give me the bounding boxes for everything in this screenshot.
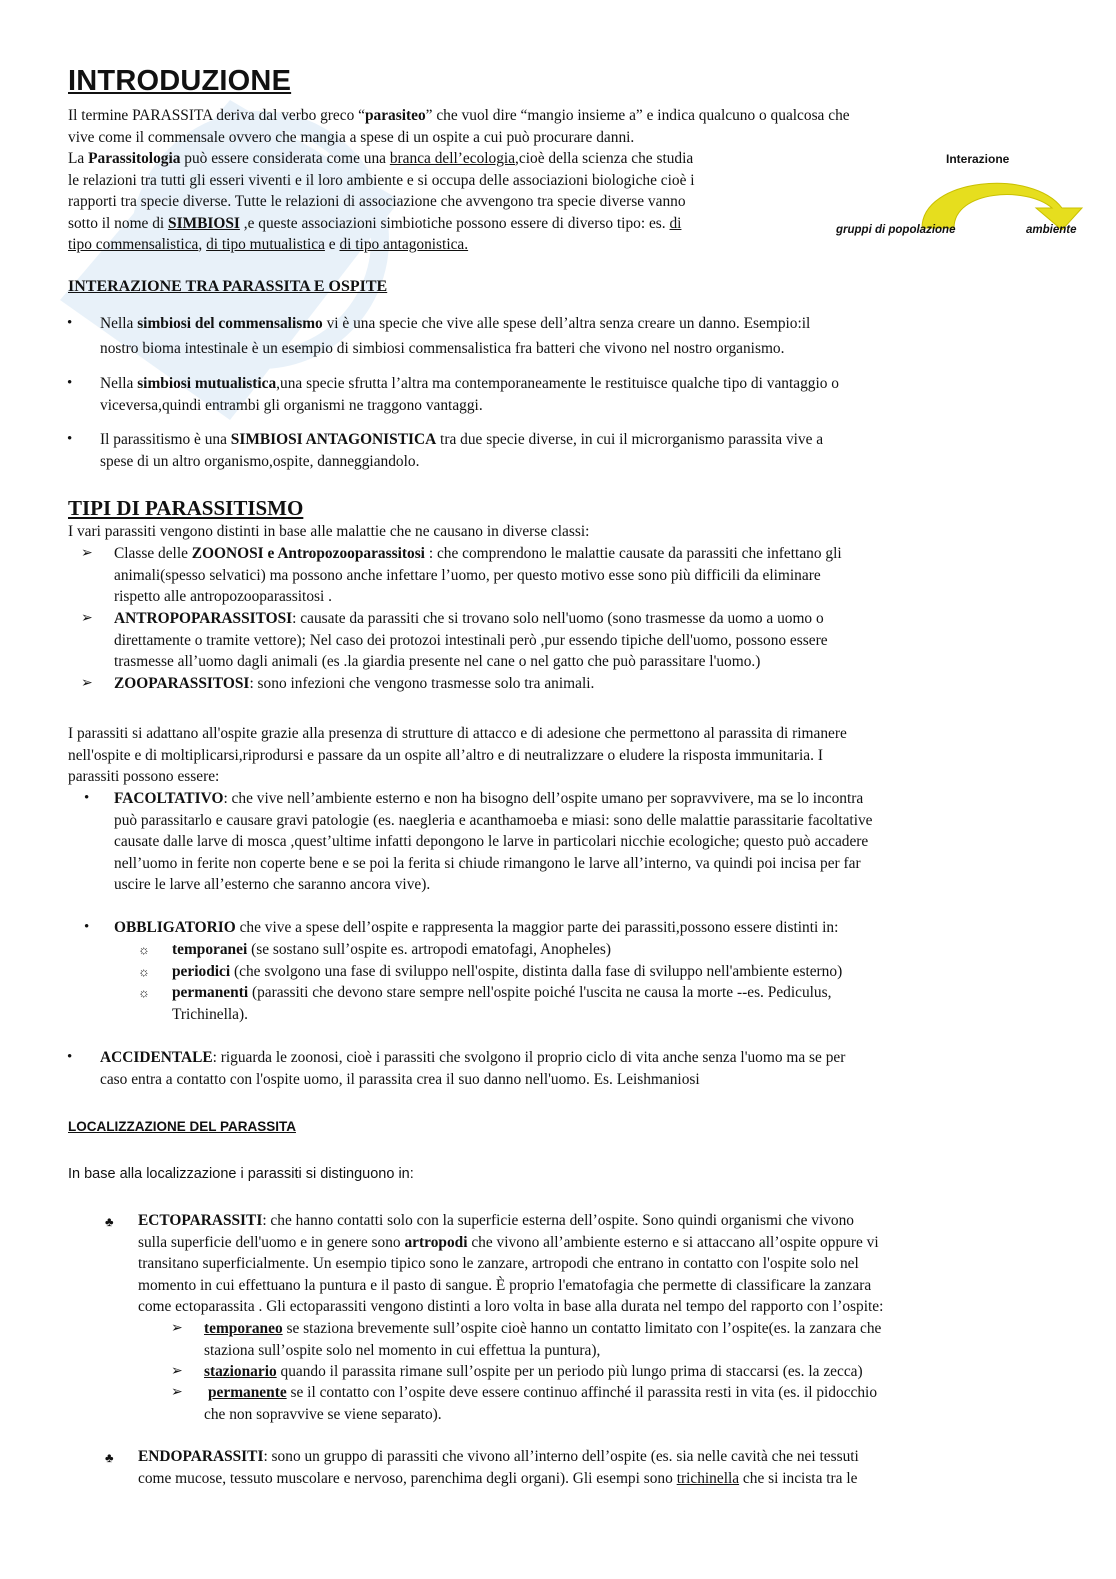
diagram-top-label: Interazione bbox=[946, 152, 1010, 166]
list-item: • Il parassitismo è una SIMBIOSI ANTAGONISTICA tra due specie diverse, in cui il microrganismo parassita vive a spese di un altro organismo,ospite, danneggiandolo. bbox=[67, 431, 824, 470]
sun-bullet-icon: ☼ bbox=[138, 985, 150, 1000]
interaction-arc-arrow bbox=[912, 168, 1102, 230]
arrow-bullet-icon: ➢ bbox=[171, 1364, 183, 1379]
sun-bullet-icon: ☼ bbox=[138, 942, 150, 957]
list-item: ☼ temporanei (se sostano sull’ospite es. artropodi ematofagi, Anopheles) bbox=[172, 939, 1062, 961]
club-bullet-icon: ♣ bbox=[105, 1450, 114, 1465]
tipi-intro: I vari parassiti vengono distinti in base alle malattie che ne causano in diverse classi: bbox=[68, 523, 590, 540]
list-item: • OBBLIGATORIO che vive a spese dell’ospite e rappresenta la maggior parte dei parassiti,possono essere distinti in: bbox=[114, 917, 1074, 939]
list-item: ☼ permanenti (parassiti che devono stare sempre nell'ospite poiché l'uscita ne causa la morte --es. Pediculus, Trichinella). bbox=[138, 984, 832, 1023]
list-item: ☼ periodici (che svolgono una fase di sviluppo nell'ospite, distinta dalla fase di sviluppo nell'ambiente esterno) bbox=[172, 961, 1062, 983]
list-item: ♣ ECTOPARASSITI: che hanno contatti solo con la superficie esterna dell’ospite. Sono quindi organismi che vivono sulla superficie dell'uomo e in genere sono artropodi che vivono all’ambiente esterno e si attaccano all’ospite oppure vi transitano superficialmente. Un esempio tipico sono le zanzare, artropodi che entrano in contatto con l'ospite solo nel momento in cui effettuano la puntura e il pasto di sangue. È proprio l'ematofagia che permette di classificare la zanzara come ectoparassita . Gli ectoparassiti vengono distinti a loro volta in base alla durata nel tempo del rapporto con l’ospite: bbox=[105, 1212, 884, 1315]
list-item: ♣ ENDOPARASSITI: sono un gruppo di parassiti che vivono all’interno dell’ospite (es. sia nelle cavità che nei tessuti come mucose, tessuto muscolare e nervoso, parenchima degli organi). Gli esempi sono trichinella che si incista tra le bbox=[105, 1448, 859, 1487]
page-title: INTRODUZIONE bbox=[68, 65, 292, 97]
diagram-left-label: gruppi di popolazione bbox=[836, 224, 956, 236]
diagram-right-label: ambiente bbox=[1026, 224, 1077, 236]
list-item: • Nella simbiosi mutualistica,una specie sfrutta l’altra ma contemporaneamente le restituisce qualche tipo di vantaggio o viceversa,quindi entrambi gli organismi ne traggono vantaggi. bbox=[67, 375, 839, 414]
bullet-icon: • bbox=[67, 431, 73, 447]
adattamento-paragraph: I parassiti si adattano all'ospite grazie alla presenza di strutture di attacco e di adesione che permettono al parassita di rimanere nell'ospite e di moltiplicarsi,riprodursi e passare da un ospite all’altro e di neutralizzare o eludere la risposta immunitaria. I parassiti possono essere: bbox=[68, 725, 847, 785]
list-item: • Nella simbiosi del commensalismo vi è una specie che vive alle spese dell’altra senza creare un danno. Esempio:il nostro bioma intestinale è un esempio di simbiosi commensalistica fra batteri che vivono nel nostro organismo. bbox=[67, 315, 811, 357]
arrow-bullet-icon: ➢ bbox=[81, 676, 93, 691]
arrow-bullet-icon: ➢ bbox=[81, 546, 93, 561]
list-item: ➢ ANTROPOPARASSITOSI: causate da parassiti che si trovano solo nell'uomo (sono trasmesse da uomo a uomo o direttamente o tramite vettore); Nel caso dei protozoi intestinali però ,pur essendo tipiche dell'uomo, possono essere trasmesse all’uomo dagli animali (es .la giardia presente nel cane o nel gatto che può parassitare l'uomo.) bbox=[81, 610, 828, 670]
bullet-icon: • bbox=[67, 315, 73, 331]
localizzazione-intro: In base alla localizzazione i parassiti si distinguono in: bbox=[68, 1166, 414, 1182]
club-bullet-icon: ♣ bbox=[105, 1214, 114, 1229]
sun-bullet-icon: ☼ bbox=[138, 964, 150, 979]
interaction-diagram bbox=[832, 150, 1094, 245]
list-item: ➢ ZOOPARASSITOSI: sono infezioni che vengono trasmesse solo tra animali. bbox=[114, 673, 1074, 695]
list-item: • ACCIDENTALE: riguarda le zoonosi, cioè i parassiti che svolgono il proprio ciclo di vita anche senza l'uomo ma se per caso entra a contatto con l'ospite uomo, il parassita crea il suo danno nell'uomo. Es. Leishmaniosi bbox=[67, 1049, 846, 1088]
list-item: ➢ stazionario quando il parassita rimane sull’ospite per un periodo più lungo prima di staccarsi (es. la zecca) bbox=[204, 1361, 1064, 1383]
section-heading-tipi: TIPI DI PARASSITISMO bbox=[68, 496, 304, 520]
list-item: ➢ permanente se il contatto con l’ospite deve essere continuo affinché il parassita resti in vita (es. il pidocchio che non sopravvive se viene separato). bbox=[171, 1384, 878, 1423]
arrow-bullet-icon: ➢ bbox=[171, 1321, 183, 1336]
intro-paragraph-2: La Parassitologia può essere considerata come una branca dell’ecologia,cioè della scienza che studia le relazioni tra tutti gli esseri viventi e il loro ambiente e si occupa delle associazioni biologiche cioè i rapporti tra specie diverse. Tutte le relazioni di associazione che avvengono tra specie diverse vanno sotto il nome di SIMBIOSI ,e queste associazioni simbiotiche possono essere di diverso tipo: es. di tipo commensalistica, di tipo mutualistica e di tipo antagonistica. bbox=[68, 150, 695, 253]
arrow-bullet-icon: ➢ bbox=[171, 1385, 183, 1400]
bullet-icon: • bbox=[84, 919, 90, 935]
bullet-icon: • bbox=[67, 1049, 73, 1065]
bullet-icon: • bbox=[84, 790, 90, 806]
bullet-icon: • bbox=[67, 375, 73, 391]
list-item: • FACOLTATIVO: che vive nell’ambiente esterno e non ha bisogno dell’ospite umano per sopravvivere, ma se lo incontra può parassitarlo e causare gravi patologie (es. naegleria e acanthamoeba e miasi: sono delle malattie parassitarie facoltative causate dalle larve di mosca ,quest’ultime infatti depongono le larve in particolari nicchie ecologiche; questo può accadere nell’uomo in ferite non coperte bene e se poi la ferita si chiude rimangono le larve all’interno, va quindi poi incisa per far uscire le larve all’esterno che saranno ancora vive). bbox=[84, 790, 873, 893]
section-heading-localizzazione: LOCALIZZAZIONE DEL PARASSITA bbox=[68, 1119, 296, 1134]
intro-paragraph-1: Il termine PARASSITA deriva dal verbo greco “parasiteo” che vuol dire “mangio insieme a” e indica qualcuno o qualcosa che vive come il commensale ovvero che mangia a spese di un ospite a cui può procurare danni. bbox=[68, 107, 850, 146]
arrow-bullet-icon: ➢ bbox=[81, 611, 93, 626]
list-item: ➢ temporaneo se staziona brevemente sull’ospite cioè hanno un contatto limitato con l’ospite(es. la zanzara che staziona sull’ospite solo nel momento in cui effettua la puntura), bbox=[171, 1320, 882, 1359]
section-heading-interazione: INTERAZIONE TRA PARASSITA E OSPITE bbox=[68, 278, 388, 295]
list-item: ➢ Classe delle ZOONOSI e Antropozooparassitosi : che comprendono le malattie causate da parassiti che infettano gli animali(spesso selvatici) ma possono anche infettare l’uomo, per questo motivo esse sono più difficili da eliminare rispetto alle antropozooparassitosi . bbox=[81, 545, 842, 605]
